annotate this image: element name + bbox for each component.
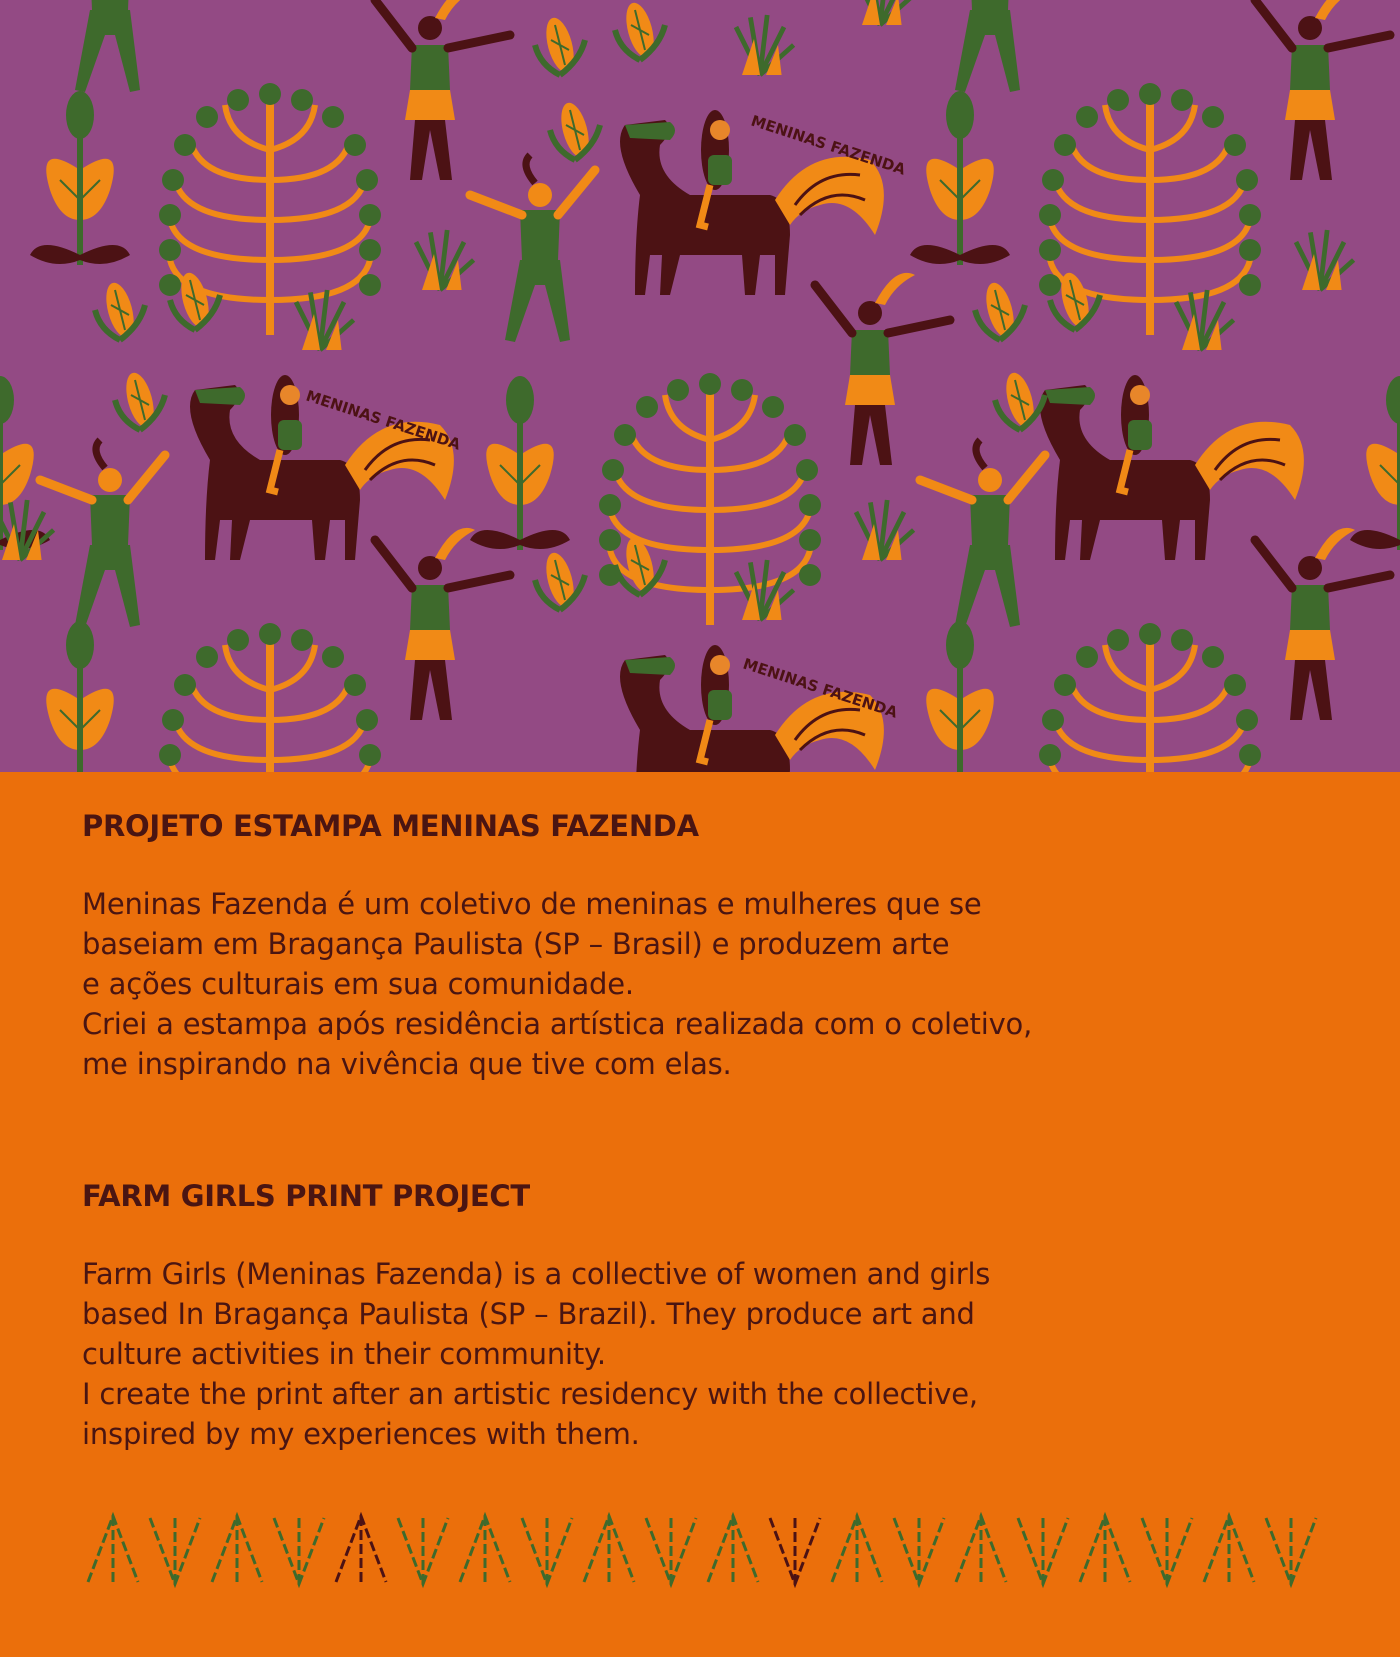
border-motif bbox=[150, 1518, 200, 1584]
corn-illustration bbox=[550, 100, 600, 160]
dancer-illustration bbox=[470, 155, 595, 342]
border-motif bbox=[1266, 1518, 1316, 1584]
dancer-illustration bbox=[375, 0, 510, 180]
paragraph-en bbox=[82, 1254, 1322, 1454]
pattern-motifs bbox=[0, 0, 1400, 772]
border-motif bbox=[646, 1518, 696, 1584]
heading-pt: PROJETO ESTAMPA MENINAS FAZENDA bbox=[82, 809, 699, 843]
plant-illustration bbox=[856, 500, 914, 560]
dancer-illustration bbox=[40, 440, 165, 627]
heading-en: FARM GIRLS PRINT PROJECT bbox=[82, 1179, 530, 1213]
border-motif bbox=[88, 1516, 138, 1582]
paragraph-line: Criei a estampa após residência artística realizada com o coletivo, bbox=[82, 1007, 1033, 1041]
flower-illustration bbox=[30, 91, 130, 265]
corn-illustration bbox=[995, 370, 1045, 430]
border-motif bbox=[1018, 1518, 1068, 1584]
border-motif bbox=[832, 1516, 882, 1582]
pattern-watermark-text: MENINAS FAZENDA bbox=[740, 654, 900, 722]
dancer-illustration bbox=[375, 528, 510, 720]
dancer-illustration bbox=[40, 0, 165, 92]
paragraph-line: based In Bragança Paulista (SP – Brazil). They produce art and bbox=[82, 1297, 975, 1331]
horse-rider-illustration bbox=[1040, 375, 1304, 560]
dancer-illustration bbox=[1255, 0, 1390, 180]
border-motif bbox=[956, 1516, 1006, 1582]
dancer-illustration bbox=[815, 273, 950, 465]
border-motif bbox=[212, 1516, 262, 1582]
border-motif bbox=[460, 1516, 510, 1582]
paragraph-line: Farm Girls (Meninas Fazenda) is a collective of women and girls bbox=[82, 1257, 991, 1291]
plant-illustration bbox=[736, 560, 794, 620]
leaf-chevron-border-icon bbox=[82, 1510, 1322, 1590]
pattern-watermark-text: MENINAS FAZENDA bbox=[303, 386, 463, 454]
paragraph-line: me inspirando na vivência que tive com elas. bbox=[82, 1047, 732, 1081]
border-motif bbox=[398, 1518, 448, 1584]
border-motif bbox=[336, 1516, 386, 1582]
border-motif bbox=[1204, 1516, 1254, 1582]
pattern-banner bbox=[0, 0, 1400, 772]
paragraph-line: culture activities in their community. bbox=[82, 1337, 606, 1371]
border-motif bbox=[584, 1516, 634, 1582]
corn-illustration bbox=[115, 370, 165, 430]
flower-illustration bbox=[910, 91, 1010, 265]
corn-illustration bbox=[975, 280, 1025, 340]
flower-illustration bbox=[910, 621, 1010, 772]
illustration-pattern bbox=[0, 0, 1400, 772]
border-motif bbox=[1142, 1518, 1192, 1584]
border-motif bbox=[274, 1518, 324, 1584]
pattern-watermark-text: MENINAS FAZENDA bbox=[748, 111, 908, 179]
paragraph-pt bbox=[82, 884, 1322, 1084]
flower-illustration bbox=[470, 376, 570, 550]
paragraph-line: e ações culturais em sua comunidade. bbox=[82, 967, 634, 1001]
dancer-illustration bbox=[1255, 528, 1390, 720]
paragraph-line: baseiam em Bragança Paulista (SP – Brasil) e produzem arte bbox=[82, 927, 950, 961]
tree-illustration bbox=[1039, 623, 1261, 772]
border-motif bbox=[1080, 1516, 1130, 1582]
plant-illustration bbox=[0, 500, 54, 560]
border-motif bbox=[522, 1518, 572, 1584]
corn-illustration bbox=[535, 15, 585, 75]
text-content bbox=[82, 806, 1322, 1454]
paragraph-line: Meninas Fazenda é um coletivo de meninas e mulheres que se bbox=[82, 887, 982, 921]
horse-rider-illustration bbox=[620, 110, 884, 295]
flower-illustration bbox=[1350, 376, 1400, 550]
corn-illustration bbox=[95, 280, 145, 340]
paragraph-line: I create the print after an artistic residency with the collective, bbox=[82, 1377, 978, 1411]
plant-illustration bbox=[736, 15, 794, 75]
flower-illustration bbox=[30, 621, 130, 772]
plant-illustration bbox=[1296, 230, 1354, 290]
border-motif bbox=[708, 1516, 758, 1582]
corn-illustration bbox=[615, 0, 665, 60]
dancer-illustration bbox=[920, 440, 1045, 627]
dancer-illustration bbox=[920, 0, 1045, 92]
border-motif bbox=[894, 1518, 944, 1584]
border-motif bbox=[770, 1518, 820, 1584]
plant-illustration bbox=[856, 0, 914, 25]
corn-illustration bbox=[535, 550, 585, 610]
tree-illustration bbox=[159, 623, 381, 772]
plant-illustration bbox=[416, 230, 474, 290]
paragraph-line: inspired by my experiences with them. bbox=[82, 1417, 640, 1451]
